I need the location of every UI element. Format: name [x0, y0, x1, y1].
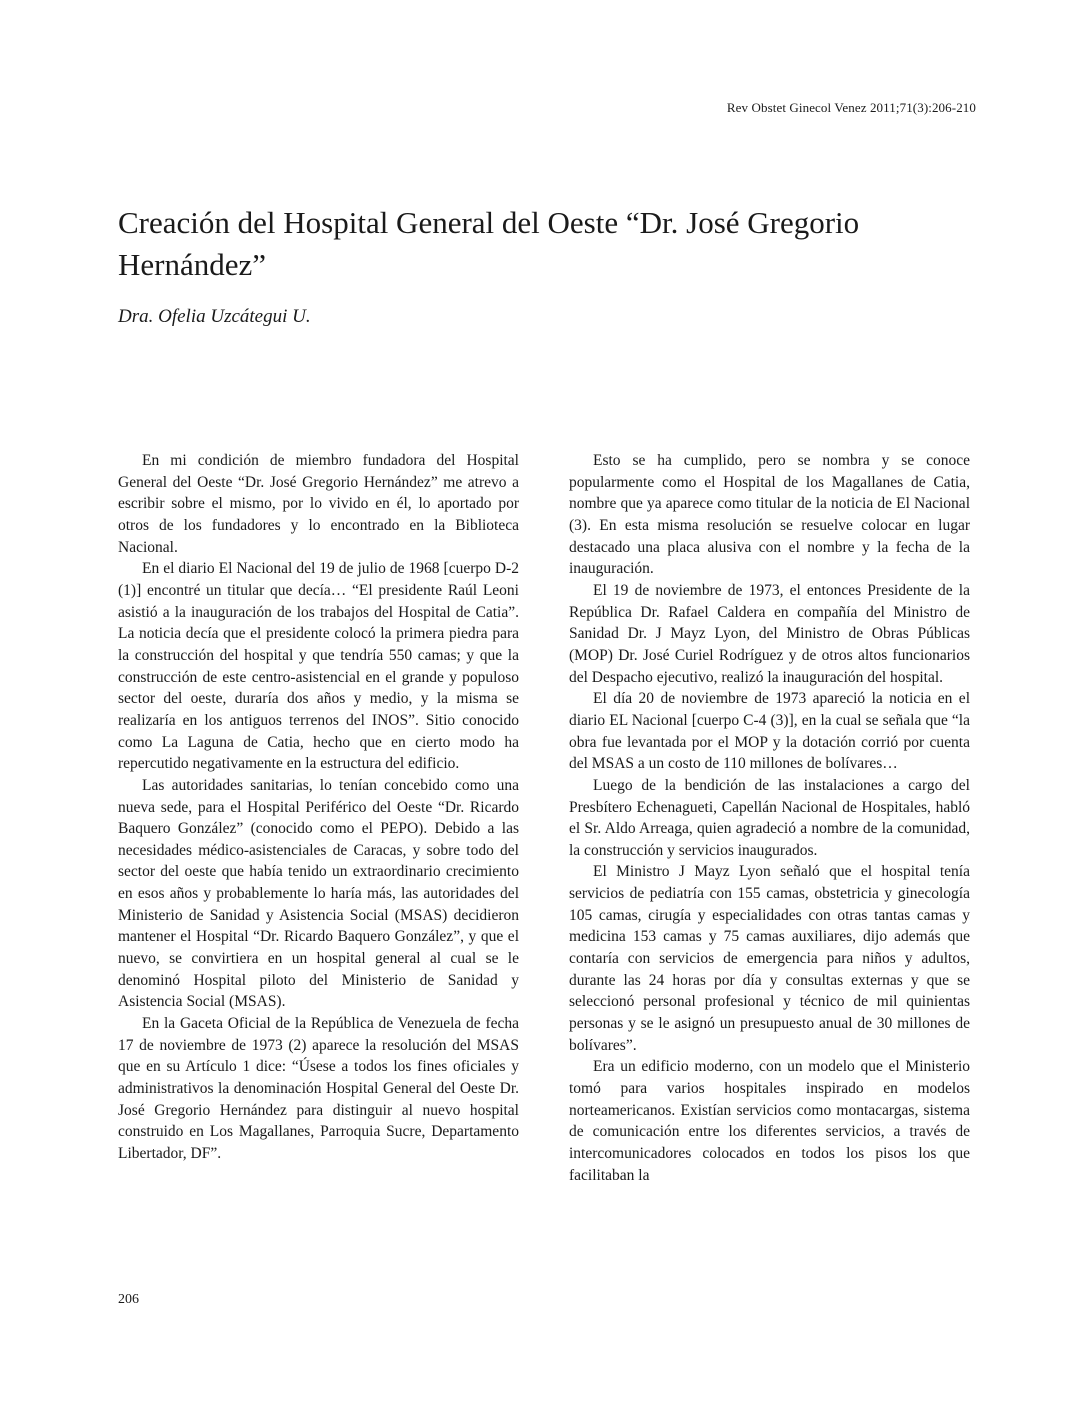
paragraph: En el diario El Nacional del 19 de julio de 1968 [cuerpo D-2 (1)] encontré un titular que decía… “El presidente Raúl Leoni asistió a la inauguración de los trabajos del Hospital de Catia”. La noticia decía que el presidente colocó la primera piedra para la construcción del hospital y que tendría 550 camas; y que la construcción de este centro-asistencial en el grande y populoso sector del oeste, duraría dos años y medio, y la misma se realizaría en los antiguos terrenos del INOS”. Sitio conocido como La Laguna de Catia, hecho que en cierto modo ha repercutido negativamente en la estructura del edificio.	[118, 560, 519, 773]
left-column	[118, 450, 519, 1165]
right-column	[569, 450, 970, 1186]
article-title: Creación del Hospital General del Oeste “Dr. José Gregorio Hernández”	[118, 205, 860, 282]
paragraph: En mi condición de miembro fundadora del Hospital General del Oeste “Dr. José Gregorio Hernández” me atrevo a escribir sobre el mismo, por lo vivido en él, lo aportado por otros de los fundadores y lo encontrado en la Biblioteca Nacional.	[118, 452, 519, 556]
paragraph: En la Gaceta Oficial de la República de Venezuela de fecha 17 de noviembre de 1973 (2) aparece la resolución del MSAS que en su Artículo 1 dice: “Úsese a todos los fines oficiales y administrativos la denominación Hospital General del Oeste Dr. José Gregorio Hernández para distinguir al nuevo hospital construido en Los Magallanes, Parroquia Sucre, Departamento Libertador, DF”.	[118, 1015, 519, 1162]
paragraph: Esto se ha cumplido, pero se nombra y se conoce popularmente como el Hospital de los Magallanes de Catia, nombre que ya aparece como titular de la noticia de El Nacional (3). En esta misma resolución se resuelve colocar en lugar destacado una placa alusiva con el nombre y la fecha de la inauguración.	[569, 452, 970, 578]
journal-reference: Rev Obstet Ginecol Venez 2011;71(3):206-210	[726, 100, 976, 115]
paragraph: El 19 de noviembre de 1973, el entonces Presidente de la República Dr. Rafael Caldera en compañía del Ministro de Sanidad Dr. J Mayz Lyon, del Ministro de Obras Públicas (MOP) Dr. José Curiel Rodríguez y de otros altos funcionarios del Despacho ejecutivo, realizó la inauguración del hospital.	[569, 581, 970, 686]
paragraph: Las autoridades sanitarias, lo tenían concebido como una nueva sede, para el Hospital Periférico del Oeste “Dr. Ricardo Baquero González” (conocido como el PEPO). Debido a las necesidades médico-asistenciales de Caracas, y sobre todo del sector del oeste que había tenido un extraordinario crecimiento en esos años y probablemente lo haría más, las autoridades del Ministerio de Sanidad y Asistencia Social (MSAS) decidieron mantener el Hospital “Dr. Ricardo Baquero González”, y que el nuevo, se convirtiera en un hospital general al cual se le denominó Hospital piloto del Ministerio de Sanidad y Asistencia Social (MSAS).	[118, 776, 519, 1011]
page-number: 206	[118, 1292, 139, 1307]
article-author: Dra. Ofelia Uzcátegui U.	[118, 306, 311, 327]
paragraph: Era un edificio moderno, con un modelo que el Ministerio tomó para varios hospitales inspirado en modelos norteamericanos. Existían servicios como montacargas, sistema de comunicación entre los diferentes servicios, a través de intercomunicadores colocados en todos los pisos los que facilitaban la	[569, 1058, 970, 1184]
paragraph: El Ministro J Mayz Lyon señaló que el hospital tenía servicios de pediatría con 155 camas, obstetricia y ginecología 105 camas, cirugía y especialidades con otras tantas camas y medicina 153 camas y 75 camas auxiliares, dijo además que contaría con servicios de emergencia para niños y adultos, durante las 24 horas por día y consultas externas y que se seleccionó personal profesional y técnico de mil quinientas personas y se le asignó un presupuesto anual de 30 millones de bolívares”.	[569, 863, 970, 1054]
paragraph: Luego de la bendición de las instalaciones a cargo del Presbítero Echenagueti, Capellán Nacional de Hospitales, habló el Sr. Aldo Arreaga, quien agradeció a nombre de la comunidad, la construcción y servicios inaugurados.	[569, 776, 970, 859]
paragraph: El día 20 de noviembre de 1973 apareció la noticia en el diario EL Nacional [cuerpo C-4 (3)], en la cual se señala que “la obra fue levantada por el MOP y la dotación corrió por cuenta del MSAS a un costo de 110 millones de bolívares…	[569, 690, 970, 773]
